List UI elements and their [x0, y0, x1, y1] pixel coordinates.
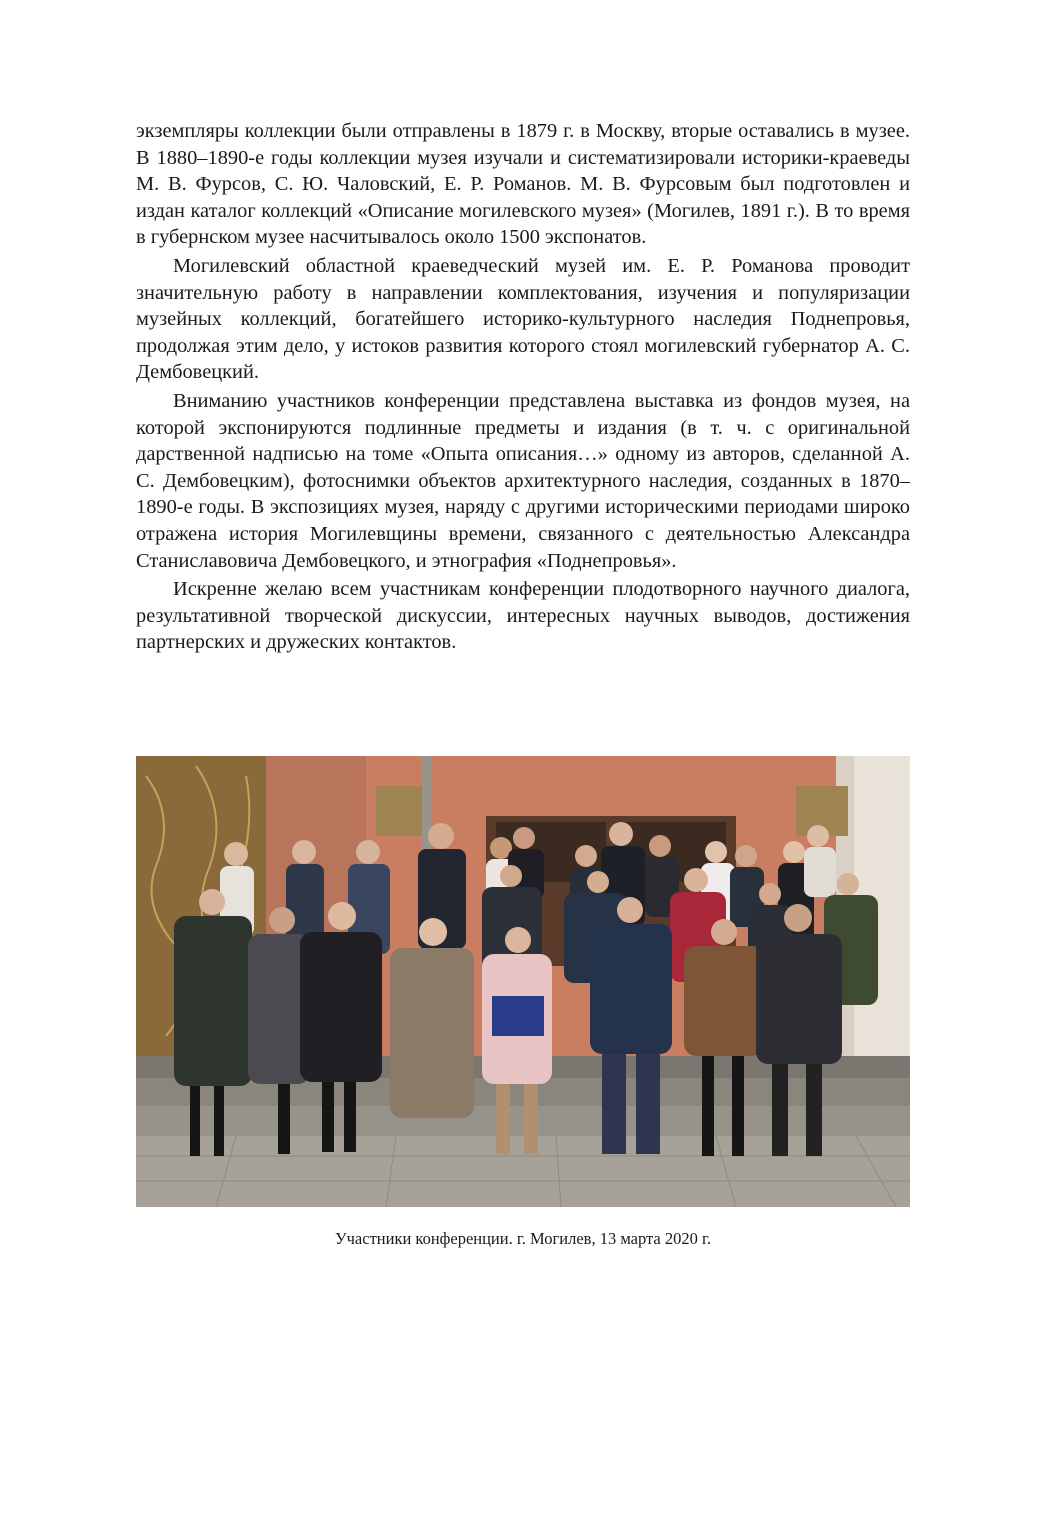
paragraph-3: Вниманию участников конференции представлена выставка из фондов музея, на которой экспонируются подлинные предметы и издания (в т. ч. с оригинальной дарственной надписью на томе «Опыта описания…» одному из авторов, сделанной А. С. Дембовецким), фотоснимки объектов архитектурного наследия, созданных в 1870–1890-е годы. В экспозициях музея, наряду с другими историческими периодами широко отражена история Могилевщины времени, связанного с деятельностью Александра Станиславовича Дембовецкого, и этнография «Поднепровья».	[136, 389, 910, 572]
group-photo-illustration	[136, 756, 910, 1207]
paragraph-1: экземпляры коллекции были отправлены в 1879 г. в Москву, вторые оставались в музее. В 1880–1890-е годы коллекции музея изучали и систематизировали историки-краеведы М. В. Фурсов, С. Ю. Чаловский, Е. Р. Романов. М. В. Фурсовым был подготовлен и издан каталог коллекций «Описание могилевского музея» (Могилев, 1891 г.). В то время в губернском музее насчитывалось около 1500 экспонатов.	[136, 120, 910, 249]
paragraph-4: Искренне желаю всем участникам конференции плодотворного научного диалога, результативной творческой дискуссии, интересных научных выводов, достижения партнерских и дружеских контактов.	[136, 578, 910, 654]
photo-caption: Участники конференции. г. Могилев, 13 марта 2020 г.	[334, 1229, 712, 1248]
group-photo	[136, 756, 910, 1207]
body-text	[136, 118, 910, 658]
paragraph-2: Могилевский областной краеведческий музей им. Е. Р. Романова проводит значительную работу в направлении комплектования, изучения и популяризации музейных коллекций, богатейшего историко-культурного наследия Поднепровья, продолжая этим дело, у истоков развития которого стоял могилевский губернатор А. С. Дембовецкий.	[136, 254, 910, 384]
